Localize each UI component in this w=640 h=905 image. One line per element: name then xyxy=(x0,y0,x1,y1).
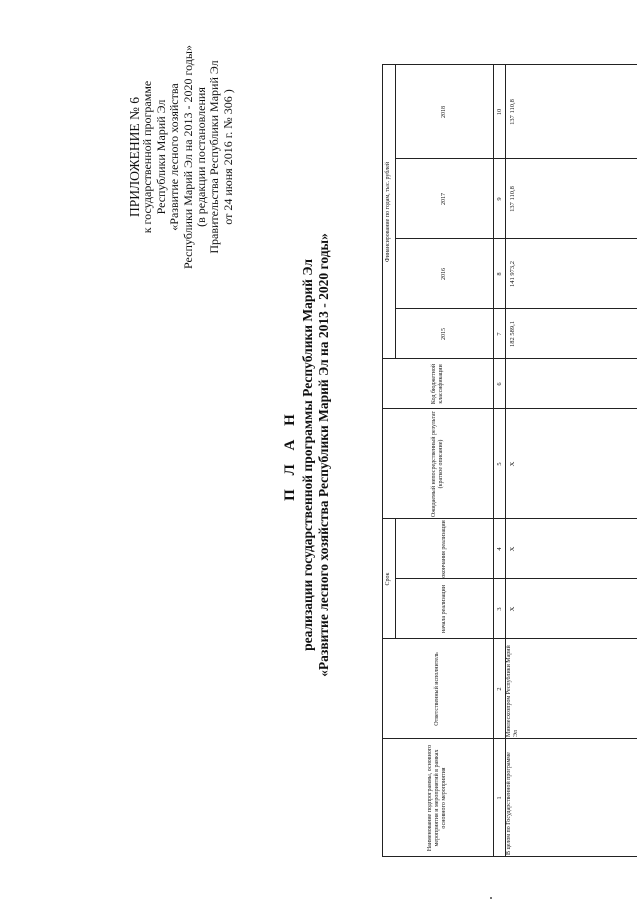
row-2016: 141 973,2 xyxy=(508,261,516,287)
header-term-start: начала реализации xyxy=(440,585,447,633)
header-result: Ожидаемый непосредственный результат (краткое описание) xyxy=(430,410,444,518)
appendix-block xyxy=(128,37,235,277)
row-end: X xyxy=(508,546,516,552)
column-number: 7 xyxy=(495,332,503,336)
column-number: 3 xyxy=(495,607,503,611)
scan-mark xyxy=(490,897,492,899)
row-2018: 137 110,8 xyxy=(508,99,516,125)
column-number: 2 xyxy=(495,687,503,691)
header-financing: Финансирование по годам, тыс. рублей xyxy=(385,161,391,263)
row-code xyxy=(506,359,518,409)
header-executor: Ответственный исполнитель xyxy=(434,652,440,726)
column-number: 6 xyxy=(495,382,503,386)
header-term: Срок xyxy=(385,572,391,586)
appendix-line: от 24 июня 2016 г. № 306 ) xyxy=(220,89,235,225)
header-code: Код бюджетной классификации xyxy=(430,363,444,405)
header-name: Наименование подпрограммы, основного мероприятия и мероприятий в рамках основного мероприятия xyxy=(427,744,447,852)
appendix-line: Правительства Республики Марий Эл xyxy=(207,60,222,254)
row-result: X xyxy=(508,461,516,467)
plan-title: П Л А Н xyxy=(282,409,298,501)
plan-subtitle-line-1: реализации государственной программы Республики Марий Эл xyxy=(300,259,315,651)
column-number: 5 xyxy=(495,462,503,466)
appendix-line: «Развитие лесного хозяйства xyxy=(167,83,182,231)
column-number: 8 xyxy=(495,272,503,276)
header-year: 2015 xyxy=(440,328,447,340)
header-term-end: окончания реализации xyxy=(440,520,447,578)
header-year: 2016 xyxy=(440,268,447,280)
row-name: В целом по Государственной программе xyxy=(506,752,512,855)
plan-subtitle xyxy=(300,125,332,785)
column-number: 1 xyxy=(495,796,503,800)
appendix-line: Республики Марий Эл на 2013 - 2020 годы» xyxy=(180,45,195,269)
column-number: 10 xyxy=(495,108,503,116)
plan-subtitle-line-2: «Развитие лесного хозяйства Республики Марий Эл на 2013 - 2020 годы» xyxy=(316,233,331,677)
column-number: 4 xyxy=(495,547,503,551)
appendix-line: (в редакции постановления xyxy=(194,87,209,227)
appendix-line: к государственной программе xyxy=(140,80,155,234)
appendix-line: Республики Марий Эл xyxy=(153,99,168,215)
row-start: X xyxy=(508,606,516,612)
header-year: 2018 xyxy=(440,106,447,118)
row-2015: 182 589,1 xyxy=(508,321,516,347)
header-year: 2017 xyxy=(440,193,447,205)
column-number: 9 xyxy=(495,197,503,201)
appendix-title: ПРИЛОЖЕНИЕ № 6 xyxy=(127,96,142,218)
row-2017: 137 110,8 xyxy=(508,186,516,212)
row-executor: Минлесхозпром Республики Марий Эл xyxy=(506,645,519,737)
